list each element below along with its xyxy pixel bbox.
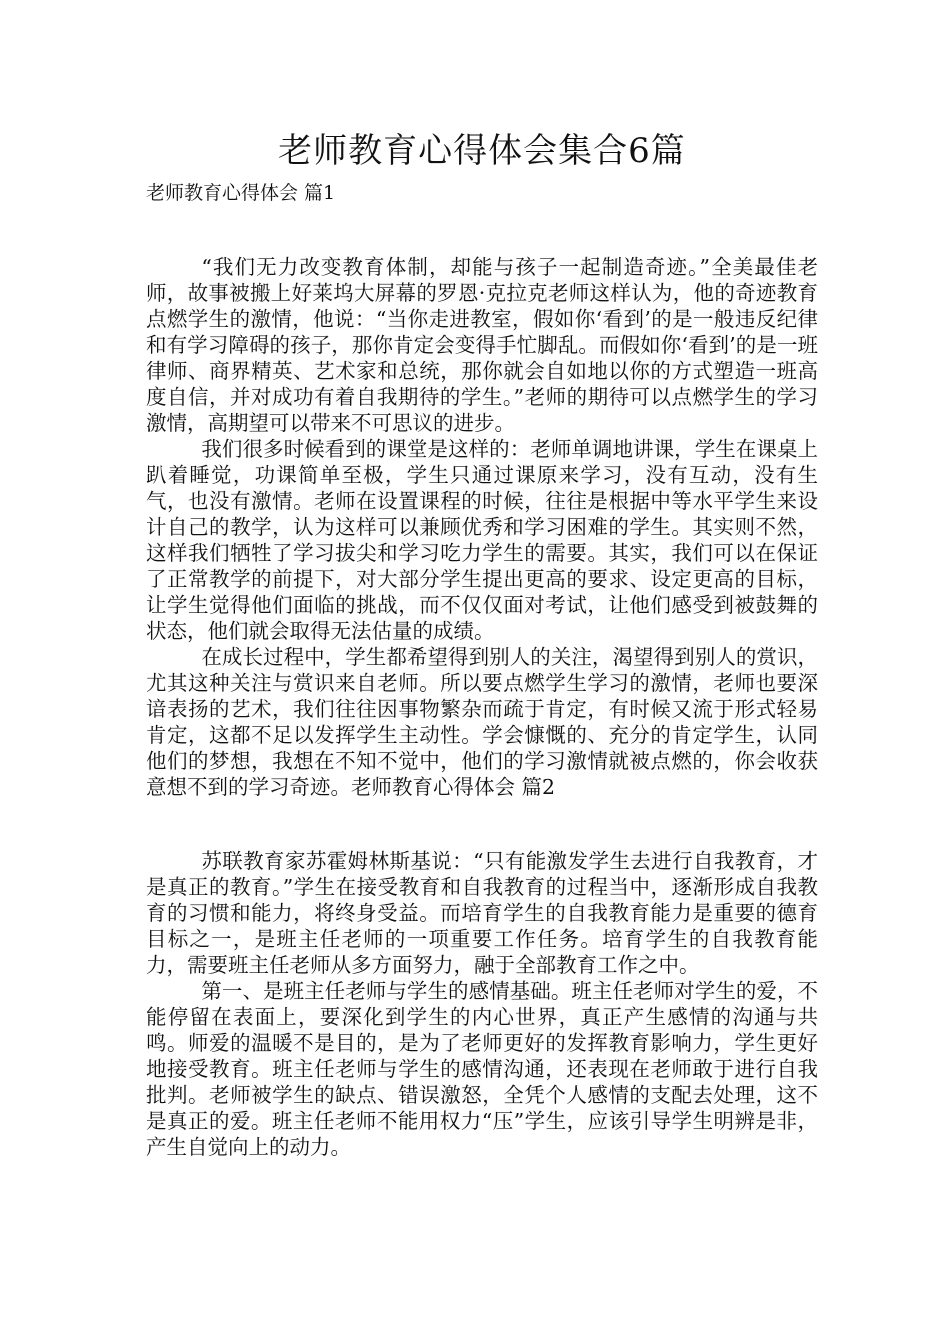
section-1-paragraph-3-text: 在成长过程中，学生都希望得到别人的关注，渴望得到别人的赏识，尤其这种关注与赏识来自老师。所以要点燃学生学习的激情，老师也要深谙表扬的艺术，我们往往因事物繁杂而疏于肯定，有时候又流于形式轻易肯定，这都不足以发挥学生主动性。学会慷慨的、充分的肯定学生，认同他们的梦想，我想在不知不觉中，他们的学习激情就被点燃的，你会收获意想不到的学习奇迹。 [146, 645, 818, 799]
section-spacer [146, 800, 818, 848]
section-2-heading: 老师教育心得体会 篇2 [351, 775, 556, 799]
section-1-paragraph-3 [146, 644, 818, 800]
section-2-paragraph-2: 第一、是班主任老师与学生的感情基础。班主任老师对学生的爱，不能停留在表面上，要深化到学生的内心世界，真正产生感情的沟通与共鸣。师爱的温暖不是目的，是为了老师更好的发挥教育影响力，学生更好地接受教育。班主任老师与学生的感情沟通，还表现在老师敢于进行自我批判。老师被学生的缺点、错误激怒，全凭个人感情的支配去处理，这不是真正的爱。班主任老师不能用权力“压”学生，应该引导学生明辨是非，产生自觉向上的动力。 [146, 979, 818, 1159]
section-1-paragraph-2: 我们很多时候看到的课堂是这样的：老师单调地讲课，学生在课桌上趴着睡觉，功课简单至极，学生只通过课原来学习，没有互动，没有生气，也没有激情。老师在设置课程的时候，往往是根据中等水平学生来设计自己的教学，认为这样可以兼顾优秀和学习困难的学生。其实则不然，这样我们牺牲了学习拔尖和学习吃力学生的需要。其实，我们可以在保证了正常教学的前提下，对大部分学生提出更高的要求、设定更高的目标，让学生觉得他们面临的挑战，而不仅仅面对考试，让他们感受到被鼓舞的状态，他们就会取得无法估量的成绩。 [146, 437, 818, 643]
section-1-paragraph-1: “我们无力改变教育体制，却能与孩子一起制造奇迹。”全美最佳老师，故事被搬上好莱坞大屏幕的罗恩·克拉克老师这样认为，他的奇迹教育点燃学生的激情，他说：“当你走进教室，假如你‘看到’的是一般违反纪律和有学习障碍的孩子，那你肯定会变得手忙脚乱。而假如你‘看到’的是一班律师、商界精英、艺术家和总统，那你就会自如地以你的方式塑造一班高度自信，并对成功有着自我期待的学生。”老师的期待可以点燃学生的学习激情，高期望可以带来不可思议的进步。 [146, 255, 818, 435]
document-page [146, 128, 818, 1160]
section-spacer [146, 206, 818, 254]
section-1-heading: 老师教育心得体会 篇1 [146, 182, 336, 204]
section-2-paragraph-1: 苏联教育家苏霍姆林斯基说：“只有能激发学生去进行自我教育，才是真正的教育。”学生在接受教育和自我教育的过程当中，逐渐形成自我教育的习惯和能力，将终身受益。而培育学生的自我教育能力是重要的德育目标之一，是班主任老师的一项重要工作任务。培育学生的自我教育能力，需要班主任老师从多方面努力，融于全部教育工作之中。 [146, 849, 818, 977]
document-title: 老师教育心得体会集合6篇 [278, 131, 686, 171]
